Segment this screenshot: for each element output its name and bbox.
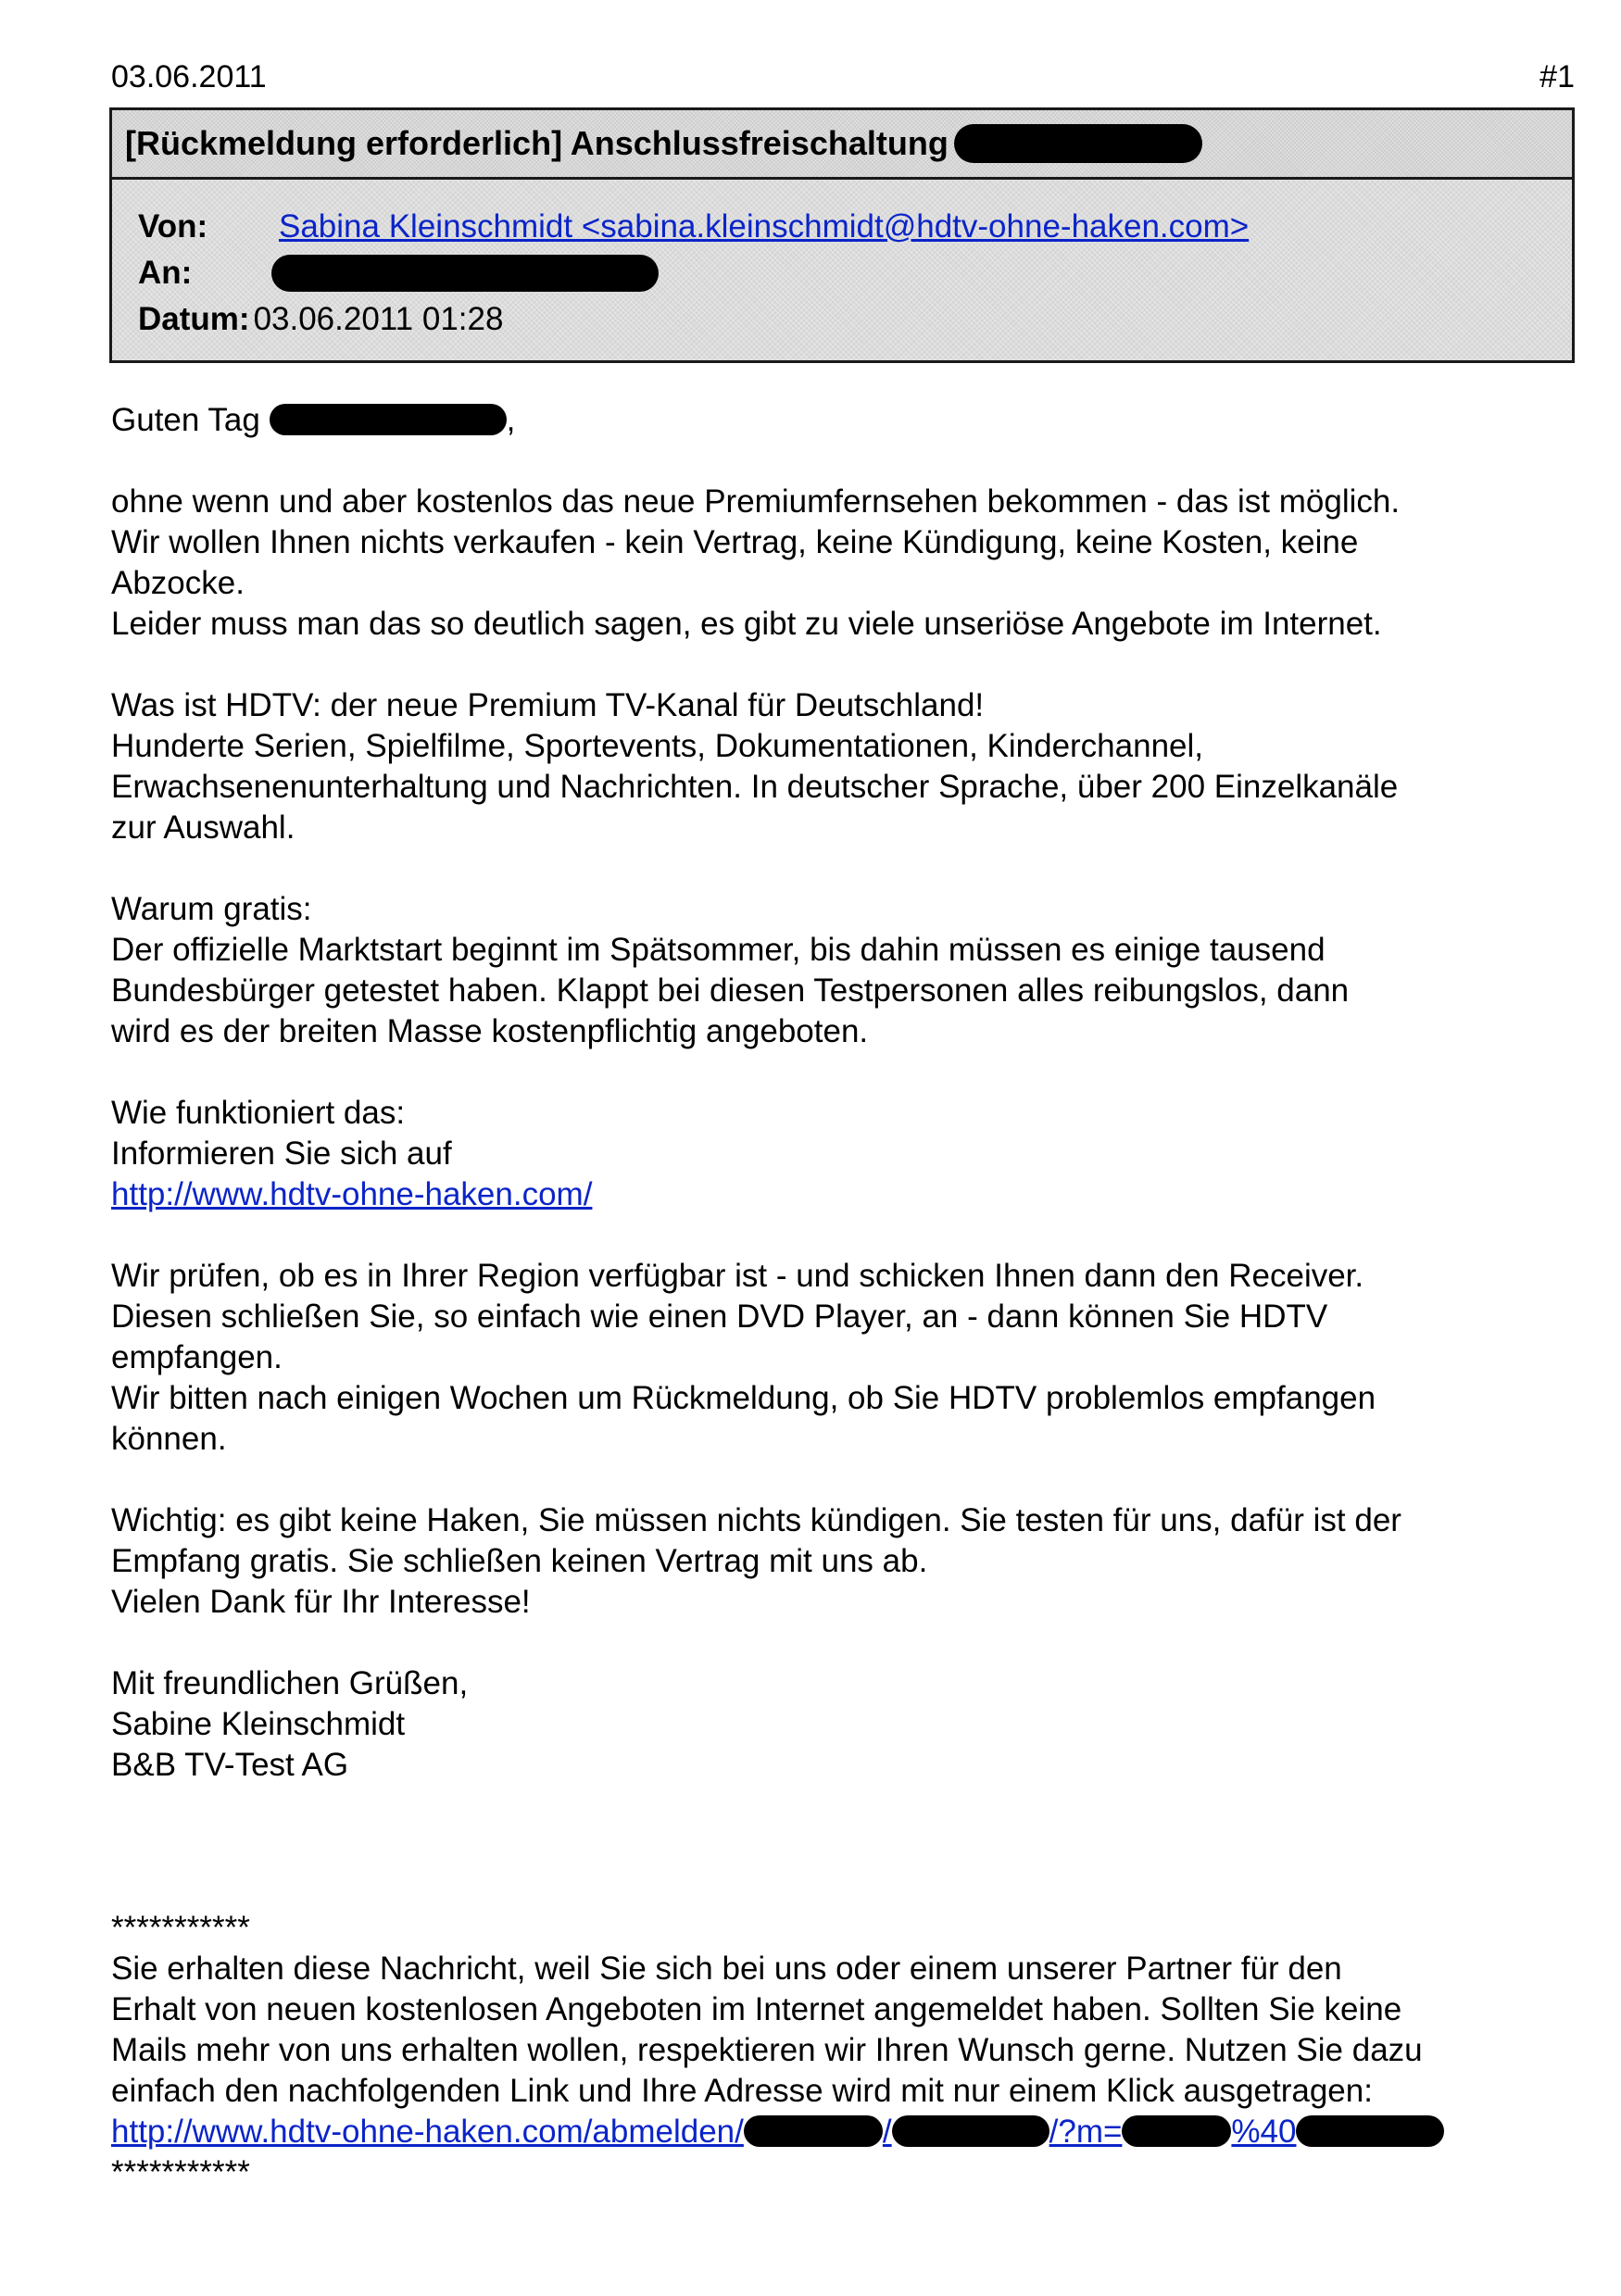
paragraph-2	[111, 685, 1575, 848]
text-line: Warum gratis:	[111, 891, 312, 927]
redaction-block	[954, 124, 1202, 163]
separator-stars: ***********	[111, 2154, 250, 2190]
text-line: Wie funktioniert das:	[111, 1095, 406, 1131]
email-meta	[112, 180, 1572, 343]
unsubscribe-link-part: %40	[1231, 2114, 1297, 2150]
text-line: ohne wenn und aber kostenlos das neue Premiumfernsehen bekommen - das ist möglich.	[111, 483, 1401, 520]
from-link[interactable]: Sabina Kleinschmidt <sabina.kleinschmidt@hdtv-ohne-haken.com>	[279, 208, 1250, 245]
paragraph-5	[111, 1256, 1575, 1460]
separator-stars: ***********	[111, 1910, 250, 1946]
page-date: 03.06.2011	[111, 59, 267, 94]
signature	[111, 1663, 1575, 1786]
greeting-comma: ,	[506, 402, 516, 438]
paragraph-3	[111, 889, 1575, 1052]
unsubscribe-link-line	[111, 2112, 1575, 2152]
redaction-block	[271, 255, 659, 292]
date-label: Datum:	[138, 301, 250, 337]
redaction-block	[270, 404, 507, 435]
text-line: Wir wollen Ihnen nichts verkaufen - kein Vertrag, keine Kündigung, keine Kosten, keine	[111, 524, 1359, 560]
redaction-block	[744, 2115, 883, 2147]
text-line: Leider muss man das so deutlich sagen, es gibt zu viele unseriöse Angebote im Internet.	[111, 606, 1382, 642]
text-line: Was ist HDTV: der neue Premium TV-Kanal für Deutschland!	[111, 687, 985, 723]
text-line: Mails mehr von uns erhalten wollen, respektieren wir Ihren Wunsch gerne. Nutzen Sie dazu	[111, 2032, 1423, 2068]
date-row	[138, 296, 1572, 343]
redaction-block	[1296, 2115, 1444, 2147]
unsubscribe-link[interactable]	[111, 2114, 1444, 2150]
text-line: Informieren Sie sich auf	[111, 1135, 452, 1172]
greeting	[111, 400, 1575, 441]
paragraph-4	[111, 1093, 1575, 1215]
text-line: B&B TV-Test AG	[111, 1747, 349, 1783]
paragraph-6	[111, 1500, 1575, 1623]
text-line: Sie erhalten diese Nachricht, weil Sie sich bei uns oder einem unserer Partner für den	[111, 1951, 1342, 1987]
text-line: Wir prüfen, ob es in Ihrer Region verfügbar ist - und schicken Ihnen dann den Receiver.	[111, 1258, 1364, 1294]
text-line: Wir bitten nach einigen Wochen um Rückmeldung, ob Sie HDTV problemlos empfangen	[111, 1380, 1376, 1416]
redaction-block	[1122, 2115, 1231, 2147]
spacer	[111, 1786, 1575, 1908]
footer	[111, 1908, 1575, 2193]
text-line: Empfang gratis. Sie schließen keinen Vertrag mit uns ab.	[111, 1543, 928, 1579]
text-line: Der offizielle Marktstart beginnt im Spätsommer, bis dahin müssen es einige tausend	[111, 932, 1326, 968]
text-line: können.	[111, 1421, 227, 1457]
text-line: Sabine Kleinschmidt	[111, 1706, 406, 1742]
from-label: Von:	[138, 208, 208, 245]
from-row	[138, 204, 1572, 250]
unsubscribe-link-part: /?m=	[1049, 2114, 1123, 2150]
website-link[interactable]: http://www.hdtv-ohne-haken.com/	[111, 1176, 593, 1212]
paragraph-1	[111, 482, 1575, 645]
text-line: Wichtig: es gibt keine Haken, Sie müssen nichts kündigen. Sie testen für uns, dafür ist der	[111, 1502, 1401, 1538]
unsubscribe-link-part: http://www.hdtv-ohne-haken.com/abmelden/	[111, 2114, 744, 2150]
text-line: Abzocke.	[111, 565, 245, 601]
date-value: 03.06.2011 01:28	[253, 301, 504, 337]
text-line: einfach den nachfolgenden Link und Ihre Adresse wird mit nur einem Klick ausgetragen:	[111, 2073, 1373, 2109]
text-line: zur Auswahl.	[111, 809, 295, 846]
subject-row	[112, 110, 1572, 180]
text-line: Diesen schließen Sie, so einfach wie einen DVD Player, an - dann können Sie HDTV	[111, 1299, 1328, 1335]
email-header	[109, 107, 1575, 363]
text-line: Mit freundlichen Grüßen,	[111, 1665, 469, 1701]
text-line: Erhalt von neuen kostenlosen Angeboten im Internet angemeldet haben. Sollten Sie keine	[111, 1991, 1402, 2027]
subject-text: [Rückmeldung erforderlich] Anschlussfreischaltung	[125, 124, 949, 162]
greeting-text: Guten Tag	[111, 402, 260, 438]
text-line: Erwachsenenunterhaltung und Nachrichten. In deutscher Sprache, über 200 Einzelkanäle	[111, 769, 1399, 805]
email-body	[111, 400, 1575, 2193]
text-line: Bundesbürger getestet haben. Klappt bei diesen Testpersonen alles reibungslos, dann	[111, 972, 1350, 1009]
page-number: #1	[1539, 59, 1575, 94]
text-line: wird es der breiten Masse kostenpflichtig angeboten.	[111, 1013, 869, 1049]
redaction-block	[892, 2115, 1049, 2147]
text-line: Hunderte Serien, Spielfilme, Sportevents, Dokumentationen, Kinderchannel,	[111, 728, 1204, 764]
text-line: Vielen Dank für Ihr Interesse!	[111, 1584, 531, 1620]
unsubscribe-link-part: /	[882, 2114, 892, 2150]
to-row	[138, 250, 1572, 296]
to-label: An:	[138, 255, 193, 291]
text-line: empfangen.	[111, 1339, 283, 1375]
